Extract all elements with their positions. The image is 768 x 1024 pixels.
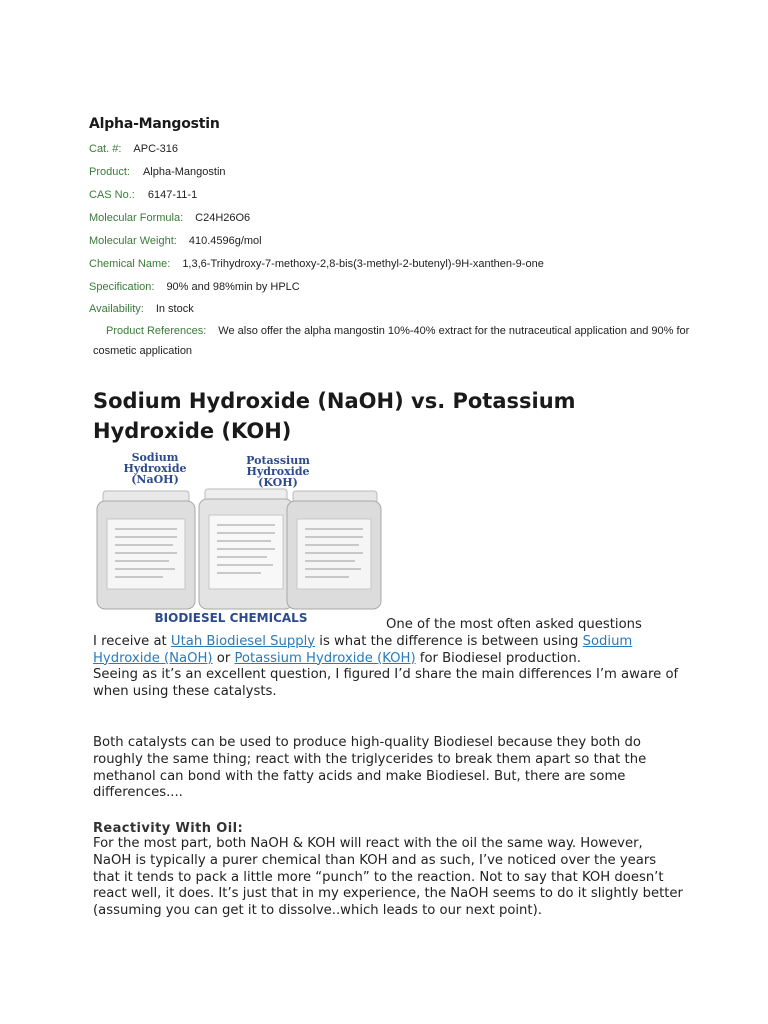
intro-line-1: One of the most often asked questions: [386, 617, 642, 632]
spec-row-chemical-name: [89, 257, 544, 271]
intro-text-4: or: [212, 650, 235, 666]
spec-key: Molecular Weight:: [89, 235, 177, 247]
spec-row-product: [89, 165, 226, 179]
utah-biodiesel-supply-link[interactable]: Utah Biodiesel Supply: [170, 633, 316, 649]
section-heading-reactivity: Reactivity With Oil:: [93, 821, 244, 836]
spec-row-availability: [89, 302, 194, 316]
spec-value: 410.4596g/mol: [188, 235, 262, 247]
spec-value: In stock: [155, 303, 194, 315]
spec-row-cat: [89, 142, 178, 156]
spec-row-specification: [89, 280, 300, 294]
spec-key: CAS No.:: [89, 189, 135, 201]
spec-key: Chemical Name:: [89, 258, 171, 270]
paragraph-reactivity: For the most part, both NaOH & KOH will react with the oil the same way. However, NaOH is typically a purer chemical than KOH and as such, I’ve noticed over the years that it tends to pack a little more “punch” to the reaction. Not to say that KOH doesn’t react well, it does. It’s just that in my experience, the NaOH seems to do it slightly better (assuming you can get it to dissolve..which leads to our next point).: [93, 836, 683, 919]
sodium-hydroxide-link[interactable]: Sodium Hydroxide (NaOH): [93, 633, 633, 666]
intro-text-2: I receive at: [93, 633, 171, 649]
photo-label-koh-1: Potassium: [246, 454, 310, 467]
spec-key: Cat. #:: [89, 143, 122, 155]
photo-label-koh-2: Hydroxide: [246, 465, 310, 478]
jar-left: [97, 491, 195, 609]
spec-row-cas: [89, 188, 197, 202]
article-title: Sodium Hydroxide (NaOH) vs. Potassium Hydroxide (KOH): [93, 389, 576, 443]
intro-text-6: Seeing as it’s an excellent question, I figured I’d share the main differences I’m aware of when using these catalysts.: [93, 667, 679, 700]
spec-row-weight: [89, 234, 262, 248]
spec-value: 1,3,6-Trihydroxy-7-methoxy-2,8-bis(3-methyl-2-butenyl)-9H-xanthen-9-one: [182, 258, 544, 270]
paragraph-catalysts: Both catalysts can be used to produce high-quality Biodiesel because they both do roughly the same thing; react with the triglycerides to break them apart so that the methanol can bond with the fatty acids and make Biodiesel. But, there are some differences....: [93, 735, 647, 801]
intro-paragraph: [93, 617, 683, 701]
spec-key: Molecular Formula:: [89, 212, 184, 224]
spec-value: C24H26O6: [195, 212, 251, 224]
spec-value: 90% and 98%min by HPLC: [166, 281, 300, 293]
spec-value: 6147-11-1: [147, 189, 198, 201]
product-references: [93, 321, 713, 361]
product-title: Alpha-Mangostin: [89, 116, 220, 132]
intro-text-5: for Biodiesel production.: [415, 650, 581, 666]
jar-right: [287, 491, 381, 609]
photo-label-naoh-1: Sodium: [131, 451, 179, 464]
photo-label-naoh-3: (NaOH): [131, 473, 179, 486]
spec-row-formula: [89, 211, 250, 225]
references-key: Product References:: [106, 325, 207, 337]
photo-banner: BIODIESEL CHEMICALS: [154, 611, 308, 625]
photo-label-naoh-2: Hydroxide: [123, 462, 187, 475]
spec-value: Alpha-Mangostin: [142, 166, 226, 178]
jar-middle: [199, 489, 293, 609]
spec-key: Specification:: [89, 281, 155, 293]
spec-key: Availability:: [89, 303, 144, 315]
potassium-hydroxide-link[interactable]: Potassium Hydroxide (KOH): [234, 650, 416, 666]
photo-label-koh-3: (KOH): [258, 476, 298, 489]
intro-text-3: is what the difference is between using: [315, 633, 583, 649]
spec-value: APC-316: [133, 143, 179, 155]
product-photo: [93, 449, 383, 625]
references-value: We also offer the alpha mangostin 10%-40% extract for the nutraceutical application and 90% for cosmetic application: [93, 325, 690, 357]
spec-key: Product:: [89, 166, 130, 178]
